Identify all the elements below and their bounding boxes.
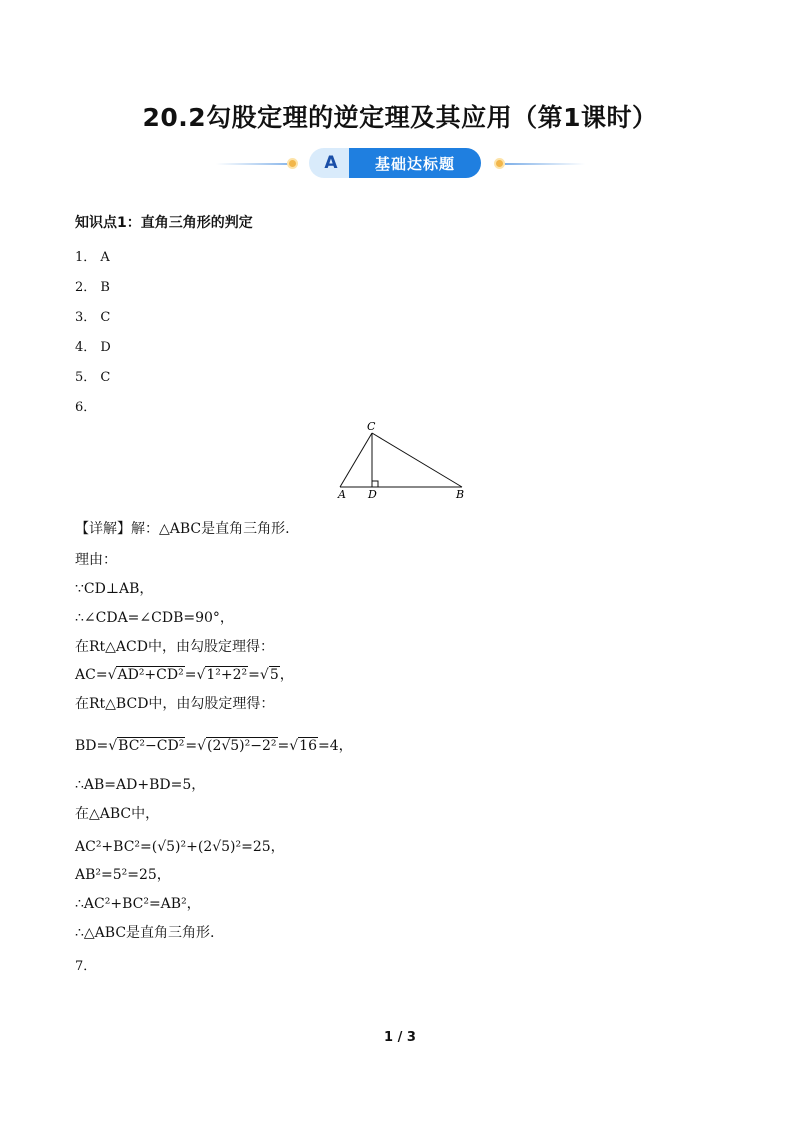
banner-dot-left: [287, 158, 298, 169]
formula-text: AC=: [75, 667, 108, 683]
sqrt-expression: √AD²+CD²: [107, 667, 184, 683]
solution-step: ∴AC²+BC²=AB²，: [75, 896, 201, 912]
sqrt-expression: √BC²−CD²: [108, 738, 185, 754]
radicand: 1²+2²: [206, 667, 248, 683]
solution-intro: 【详解】解：△ABC是直角三角形.: [75, 521, 290, 537]
radicand: AD²+CD²: [117, 667, 184, 683]
segment-bc: [372, 433, 462, 487]
answer-number: 2．: [75, 280, 97, 295]
label-c: C: [367, 420, 376, 433]
question-7-label: 7．: [75, 959, 97, 974]
answer-number: 3．: [75, 310, 97, 325]
solution-conclusion: ∴△ABC是直角三角形.: [75, 925, 215, 941]
sqrt-expression: √5: [259, 667, 279, 683]
formula-text: ，: [279, 667, 294, 683]
answer-item: [75, 306, 110, 325]
answer-number: 5．: [75, 370, 97, 385]
solution-step: ∵CD⊥AB，: [75, 581, 154, 597]
page-number: 1 / 3: [384, 1030, 416, 1045]
page-title: 20.2勾股定理的逆定理及其应用（第1课时）: [142, 103, 658, 132]
question-6-label: 6．: [75, 400, 97, 415]
sqrt-expression: √1²+2²: [196, 667, 248, 683]
answer-value: C: [100, 370, 111, 385]
sqrt-expression: √16: [289, 738, 317, 754]
radicand: 5: [269, 667, 279, 683]
formula-text: =4，: [318, 738, 353, 754]
formula-text: BD=: [75, 738, 109, 754]
solution-step: 在Rt△ACD中，由勾股定理得：: [75, 639, 274, 655]
solution-step: 在Rt△BCD中，由勾股定理得：: [75, 696, 275, 712]
banner-line-left: [216, 163, 296, 165]
radicand: BC²−CD²: [118, 738, 185, 754]
banner-line-right: [505, 163, 585, 165]
solution-step-ac-formula: [75, 664, 294, 684]
radicand: (2√5)²−2²: [206, 738, 277, 754]
banner-dot-right: [494, 158, 505, 169]
label-a: A: [338, 488, 346, 501]
formula-text: =: [277, 738, 290, 754]
formula-text: =: [248, 667, 260, 683]
solution-step: AC²+BC²=(√5)²+(2√5)²=25，: [75, 839, 285, 855]
solution-step: ∴AB=AD+BD=5，: [75, 777, 206, 793]
solution-step: AB²=5²=25，: [75, 867, 171, 883]
banner-label: 基础达标题: [349, 148, 481, 178]
answer-number: 4．: [75, 340, 97, 355]
solution-step: ∴∠CDA=∠CDB=90°，: [75, 610, 234, 626]
answer-number: 1．: [75, 250, 97, 265]
label-d: D: [368, 488, 377, 501]
sqrt-expression: √(2√5)²−2²: [197, 738, 277, 754]
banner-letter: A: [309, 148, 353, 178]
answer-item: [75, 276, 110, 295]
right-angle-mark: [372, 481, 378, 487]
formula-text: =: [184, 667, 197, 683]
solution-step: 在△ABC中，: [75, 806, 160, 822]
answer-item: [75, 366, 110, 385]
answer-item: [75, 246, 110, 265]
answer-value: A: [100, 250, 110, 265]
answer-item: [75, 336, 111, 355]
solution-step-bd-formula: [75, 735, 353, 755]
triangle-diagram: [332, 420, 472, 502]
answer-value: D: [100, 340, 111, 355]
answer-value: C: [100, 310, 111, 325]
segment-ac: [340, 433, 372, 487]
label-b: B: [456, 488, 465, 501]
formula-text: =: [185, 738, 198, 754]
section-heading: 知识点1：直角三角形的判定: [75, 215, 253, 231]
solution-reason: 理由：: [75, 552, 117, 568]
radicand: 16: [299, 738, 317, 754]
answer-value: B: [100, 280, 110, 295]
section-banner: [0, 146, 800, 180]
